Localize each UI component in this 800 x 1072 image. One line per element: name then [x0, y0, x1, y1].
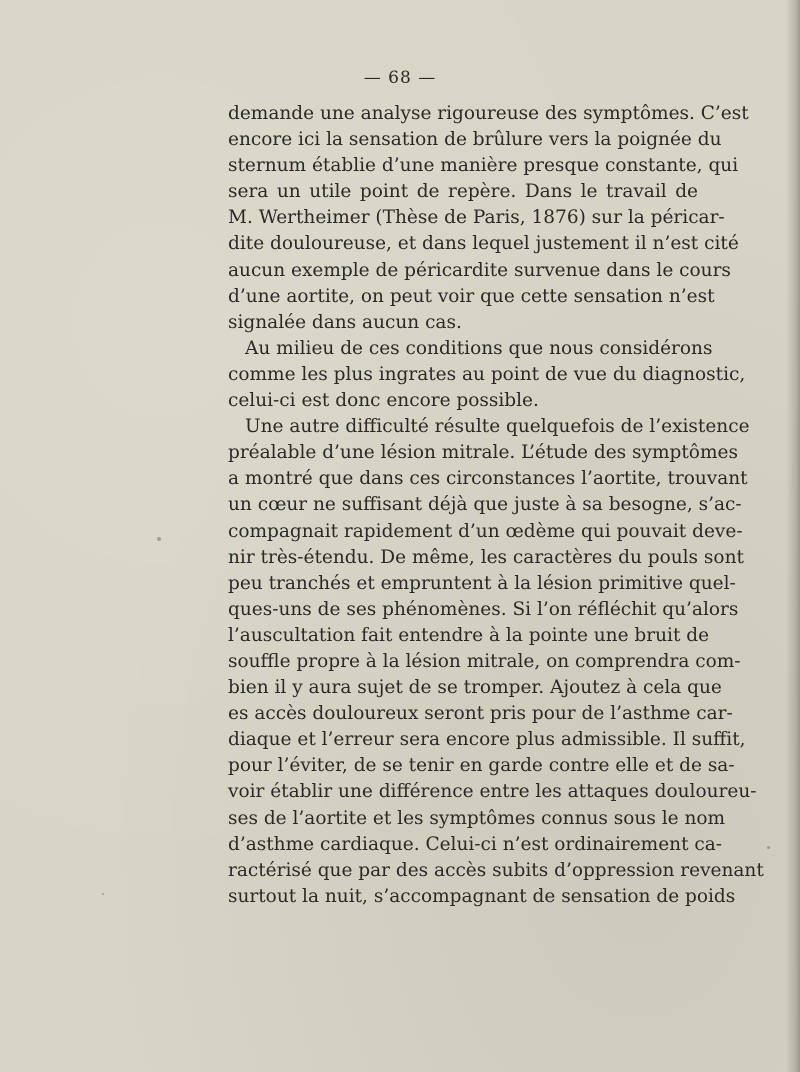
text-line: souffle propre à la lésion mitrale, on comprendra com-: [228, 650, 741, 672]
text-line: pour l’éviter, de se tenir en garde contre elle et de sa-: [228, 755, 735, 777]
text-line: sternum établie d’une manière presque constante, qui: [228, 155, 739, 177]
text-line: un cœur ne suffisant déjà que juste à sa besogne, s’ac-: [228, 494, 742, 516]
text-line: préalable d’une lésion mitrale. L’étude des symptômes: [228, 442, 738, 464]
paper-speck: [157, 537, 161, 541]
text-line: surtout la nuit, s’accompagnant de sensation de poids: [228, 885, 736, 907]
text-line: diaque et l’erreur sera encore plus admissible. Il suffit,: [228, 729, 746, 751]
text-line: celui-ci est donc encore possible.: [228, 390, 539, 412]
text-line: l’auscultation fait entendre à la pointe une bruit de: [228, 624, 710, 646]
text-line: a montré que dans ces circonstances l’aortite, trouvant: [228, 468, 748, 490]
text-line: peu tranchés et empruntent à la lésion primitive quel-: [228, 572, 736, 594]
text-line: Au milieu de ces conditions que nous considérons: [245, 337, 713, 359]
text-line: Une autre difficulté résulte quelquefois de l’existence: [245, 416, 750, 438]
text-line: es accès douloureux seront pris pour de l’asthme car-: [228, 703, 733, 725]
text-line: comme les plus ingrates au point de vue du diagnostic,: [228, 363, 746, 385]
text-line: voir établir une différence entre les attaques douloureu-: [228, 781, 757, 803]
text-line: d’asthme cardiaque. Celui-ci n’est ordinairement ca-: [228, 833, 723, 855]
text-line: compagnait rapidement d’un œdème qui pouvait deve-: [228, 520, 743, 542]
page-edge-shadow: [786, 0, 800, 1072]
text-line: bien il y aura sujet de se tromper. Ajoutez à cela que: [228, 677, 722, 699]
text-line: ques-uns de ses phénomènes. Si l’on réfléchit qu’alors: [228, 598, 739, 620]
text-line: M. Wertheimer (Thèse de Paris, 1876) sur la péricar-: [228, 207, 725, 229]
text-line: aucun exemple de péricardite survenue dans le cours: [228, 259, 731, 281]
text-line: nir très-étendu. De même, les caractères du pouls sont: [228, 546, 744, 568]
paper-speck: [767, 846, 770, 849]
text-line: demande une analyse rigoureuse des symptômes. C’est: [228, 103, 749, 124]
body-text: [228, 101, 764, 910]
text-line: ractérisé que par des accès subits d’oppression revenant: [228, 859, 764, 881]
text-line: encore ici la sensation de brûlure vers la poignée du: [228, 129, 722, 151]
paper-speck: [102, 893, 104, 895]
text-line: d’une aortite, on peut voir que cette sensation n’est: [228, 285, 715, 307]
text-line: dite douloureuse, et dans lequel justement il n’est cité: [228, 233, 739, 255]
text-line: signalée dans aucun cas.: [228, 311, 462, 333]
text-line: ses de l’aortite et les symptômes connus sous le nom: [228, 807, 726, 829]
page-number: — 68 —: [363, 68, 437, 88]
text-line: sera un utile point de repère. Dans le travail de: [228, 181, 698, 203]
